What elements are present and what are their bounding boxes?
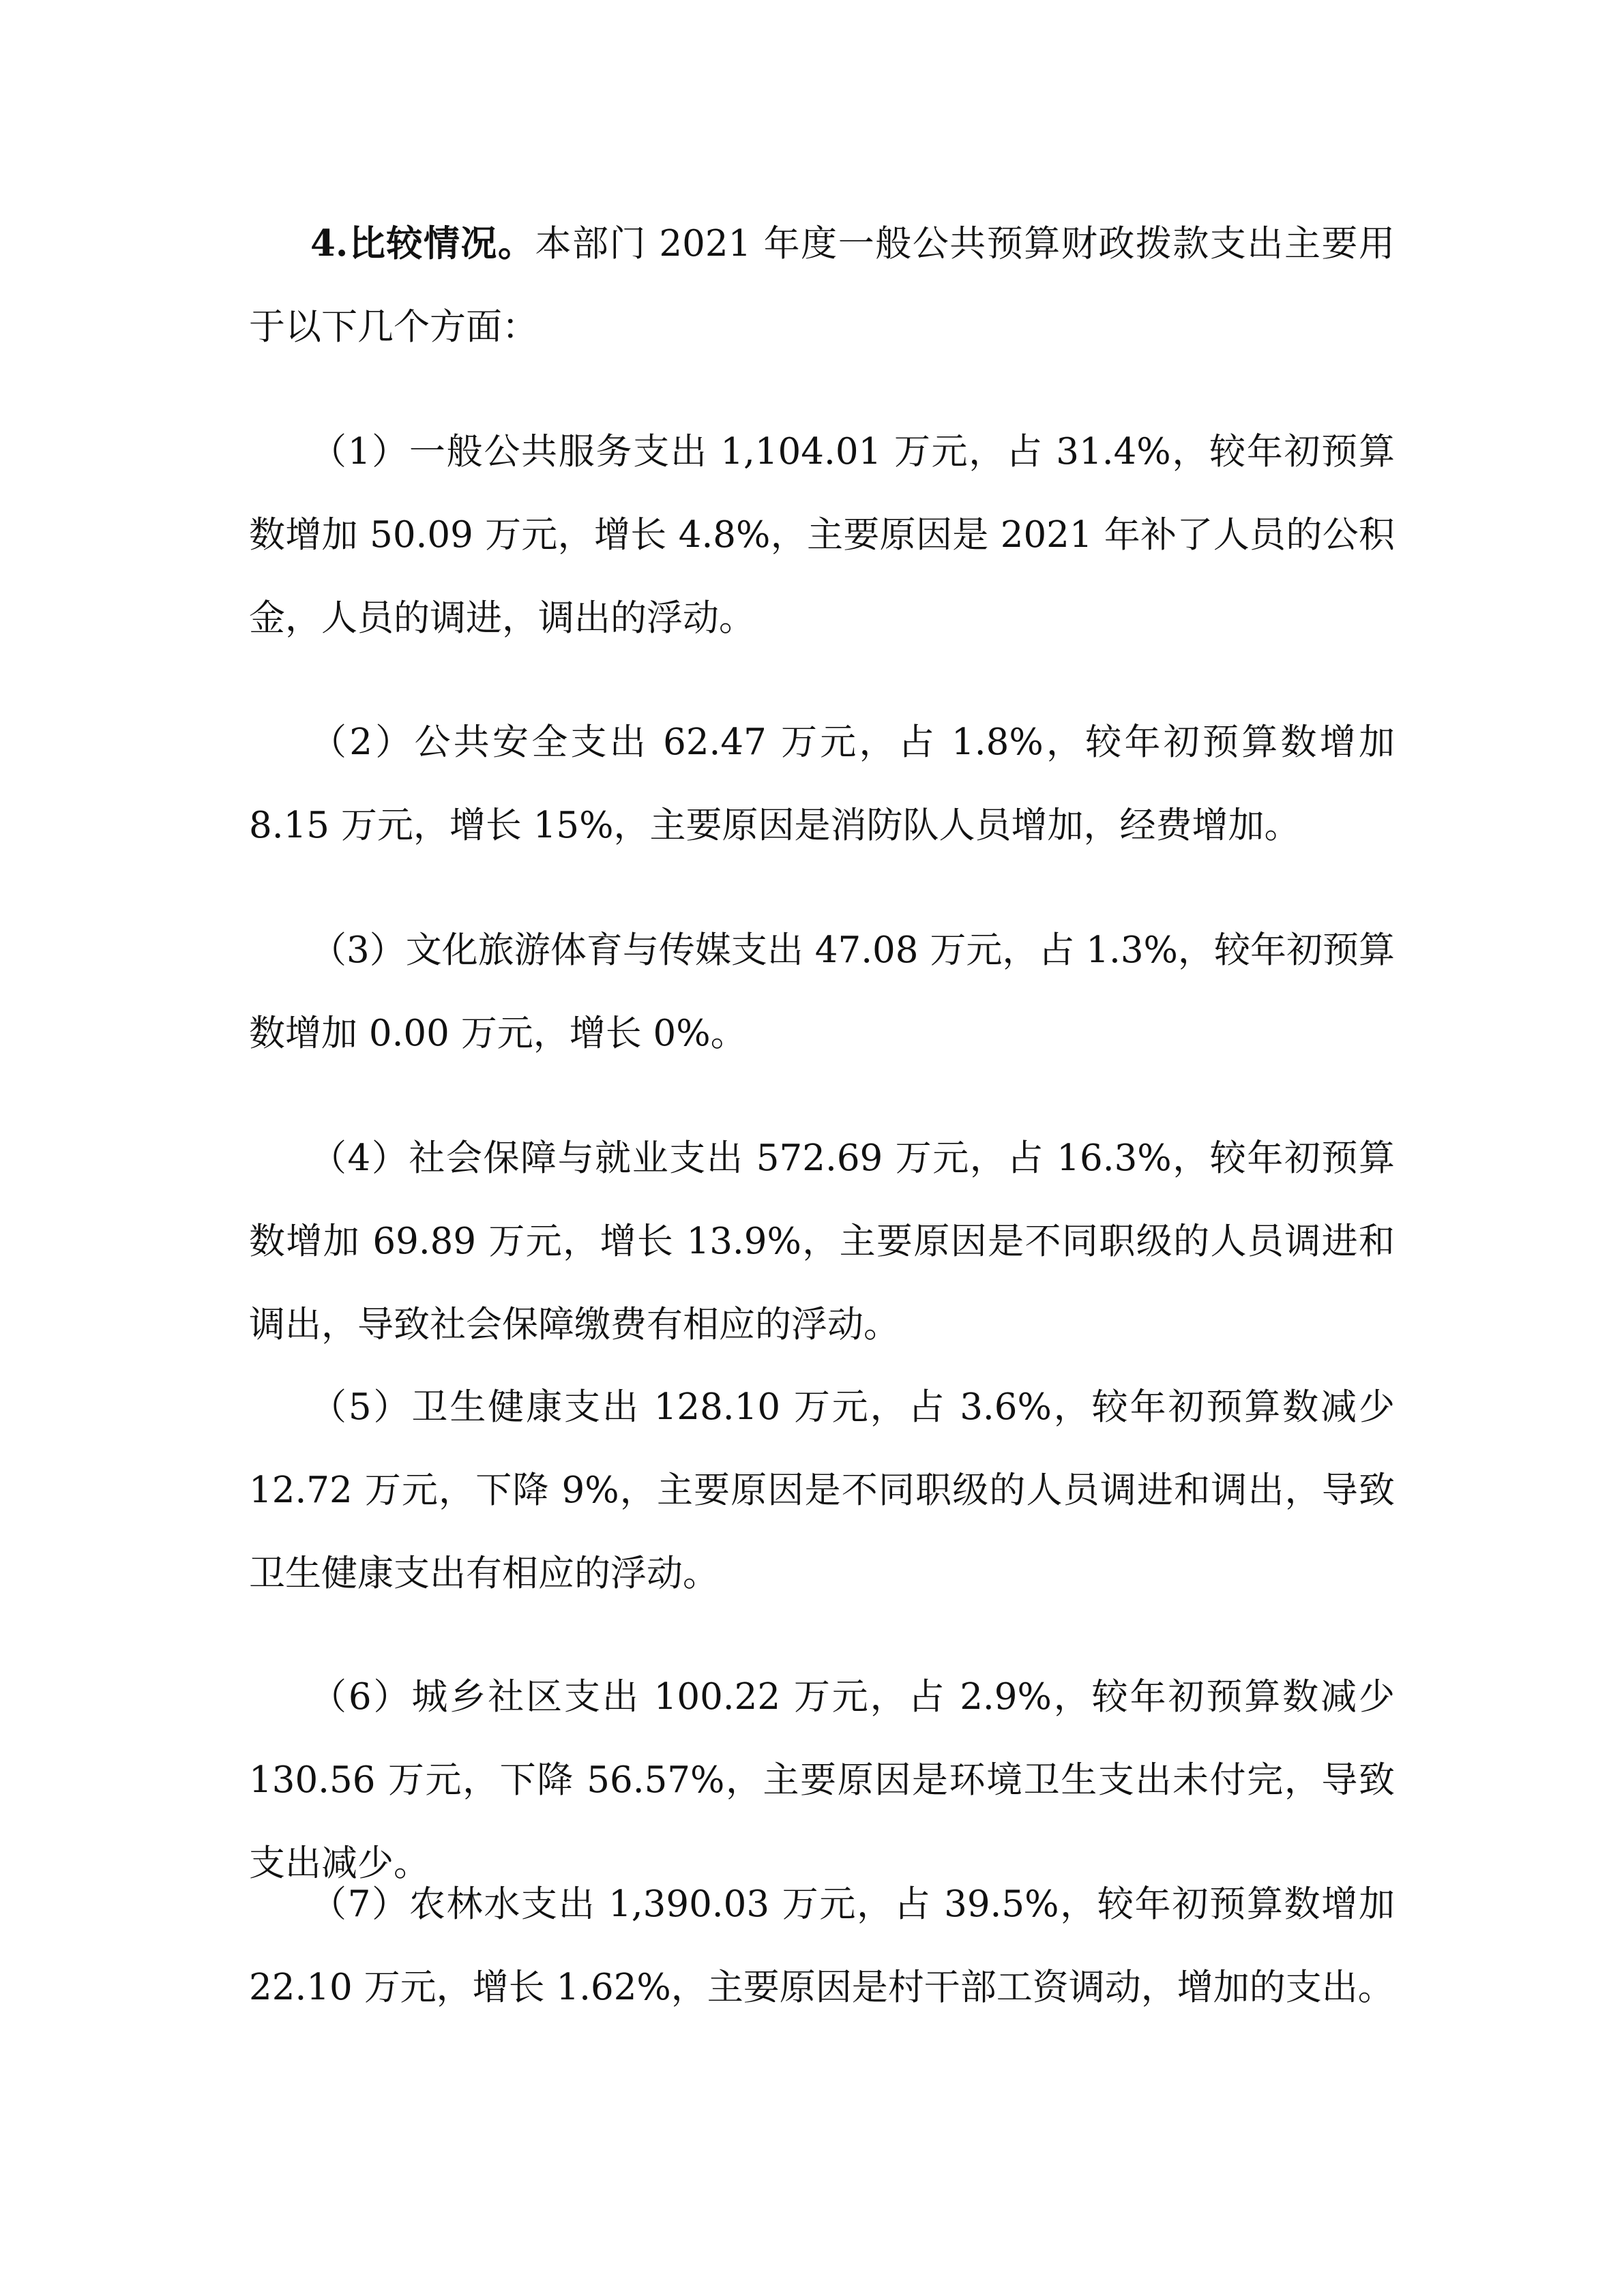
item-paragraph-2: （2）公共安全支出 62.47 万元，占 1.8%，较年初预算数增加 8.15 万元，增长 15%，主要原因是消防队人员增加，经费增加。 [249, 721, 1395, 846]
item-paragraph-3: （3）文化旅游体育与传媒支出 47.08 万元，占 1.3%，较年初预算数增加 0.00 万元，增长 0%。 [249, 929, 1395, 1054]
item-paragraph-5: （5）卫生健康支出 128.10 万元，占 3.6%，较年初预算数减少 12.72 万元，下降 9%，主要原因是不同职级的人员调进和调出，导致卫生健康支出有相应的浮动。 [249, 1386, 1395, 1594]
item-paragraph-6: （6）城乡社区支出 100.22 万元，占 2.9%，较年初预算数减少 130.56 万元，下降 56.57%，主要原因是环境卫生支出未付完，导致支出减少。 [249, 1676, 1395, 1884]
item-paragraph-4: （4）社会保障与就业支出 572.69 万元，占 16.3%，较年初预算数增加 69.89 万元，增长 13.9%，主要原因是不同职级的人员调进和调出，导致社会保障缴费有相应的浮动。 [249, 1137, 1395, 1345]
intro-text: 本部门 2021 年度一般公共预算财政拨款支出主要用于以下几个方面： [249, 223, 1395, 348]
section-heading: 4.比较情况。 [310, 222, 535, 265]
item-paragraph-7: （7）农林水支出 1,390.03 万元，占 39.5%，较年初预算数增加 22.10 万元，增长 1.62%，主要原因是村干部工资调动，增加的支出。 [249, 1883, 1395, 2008]
intro-paragraph [249, 202, 1395, 369]
item-paragraph-1: （1）一般公共服务支出 1,104.01 万元，占 31.4%，较年初预算数增加 50.09 万元，增长 4.8%，主要原因是 2021 年补了人员的公积金，人员的调进，调出的浮动。 [249, 431, 1395, 639]
